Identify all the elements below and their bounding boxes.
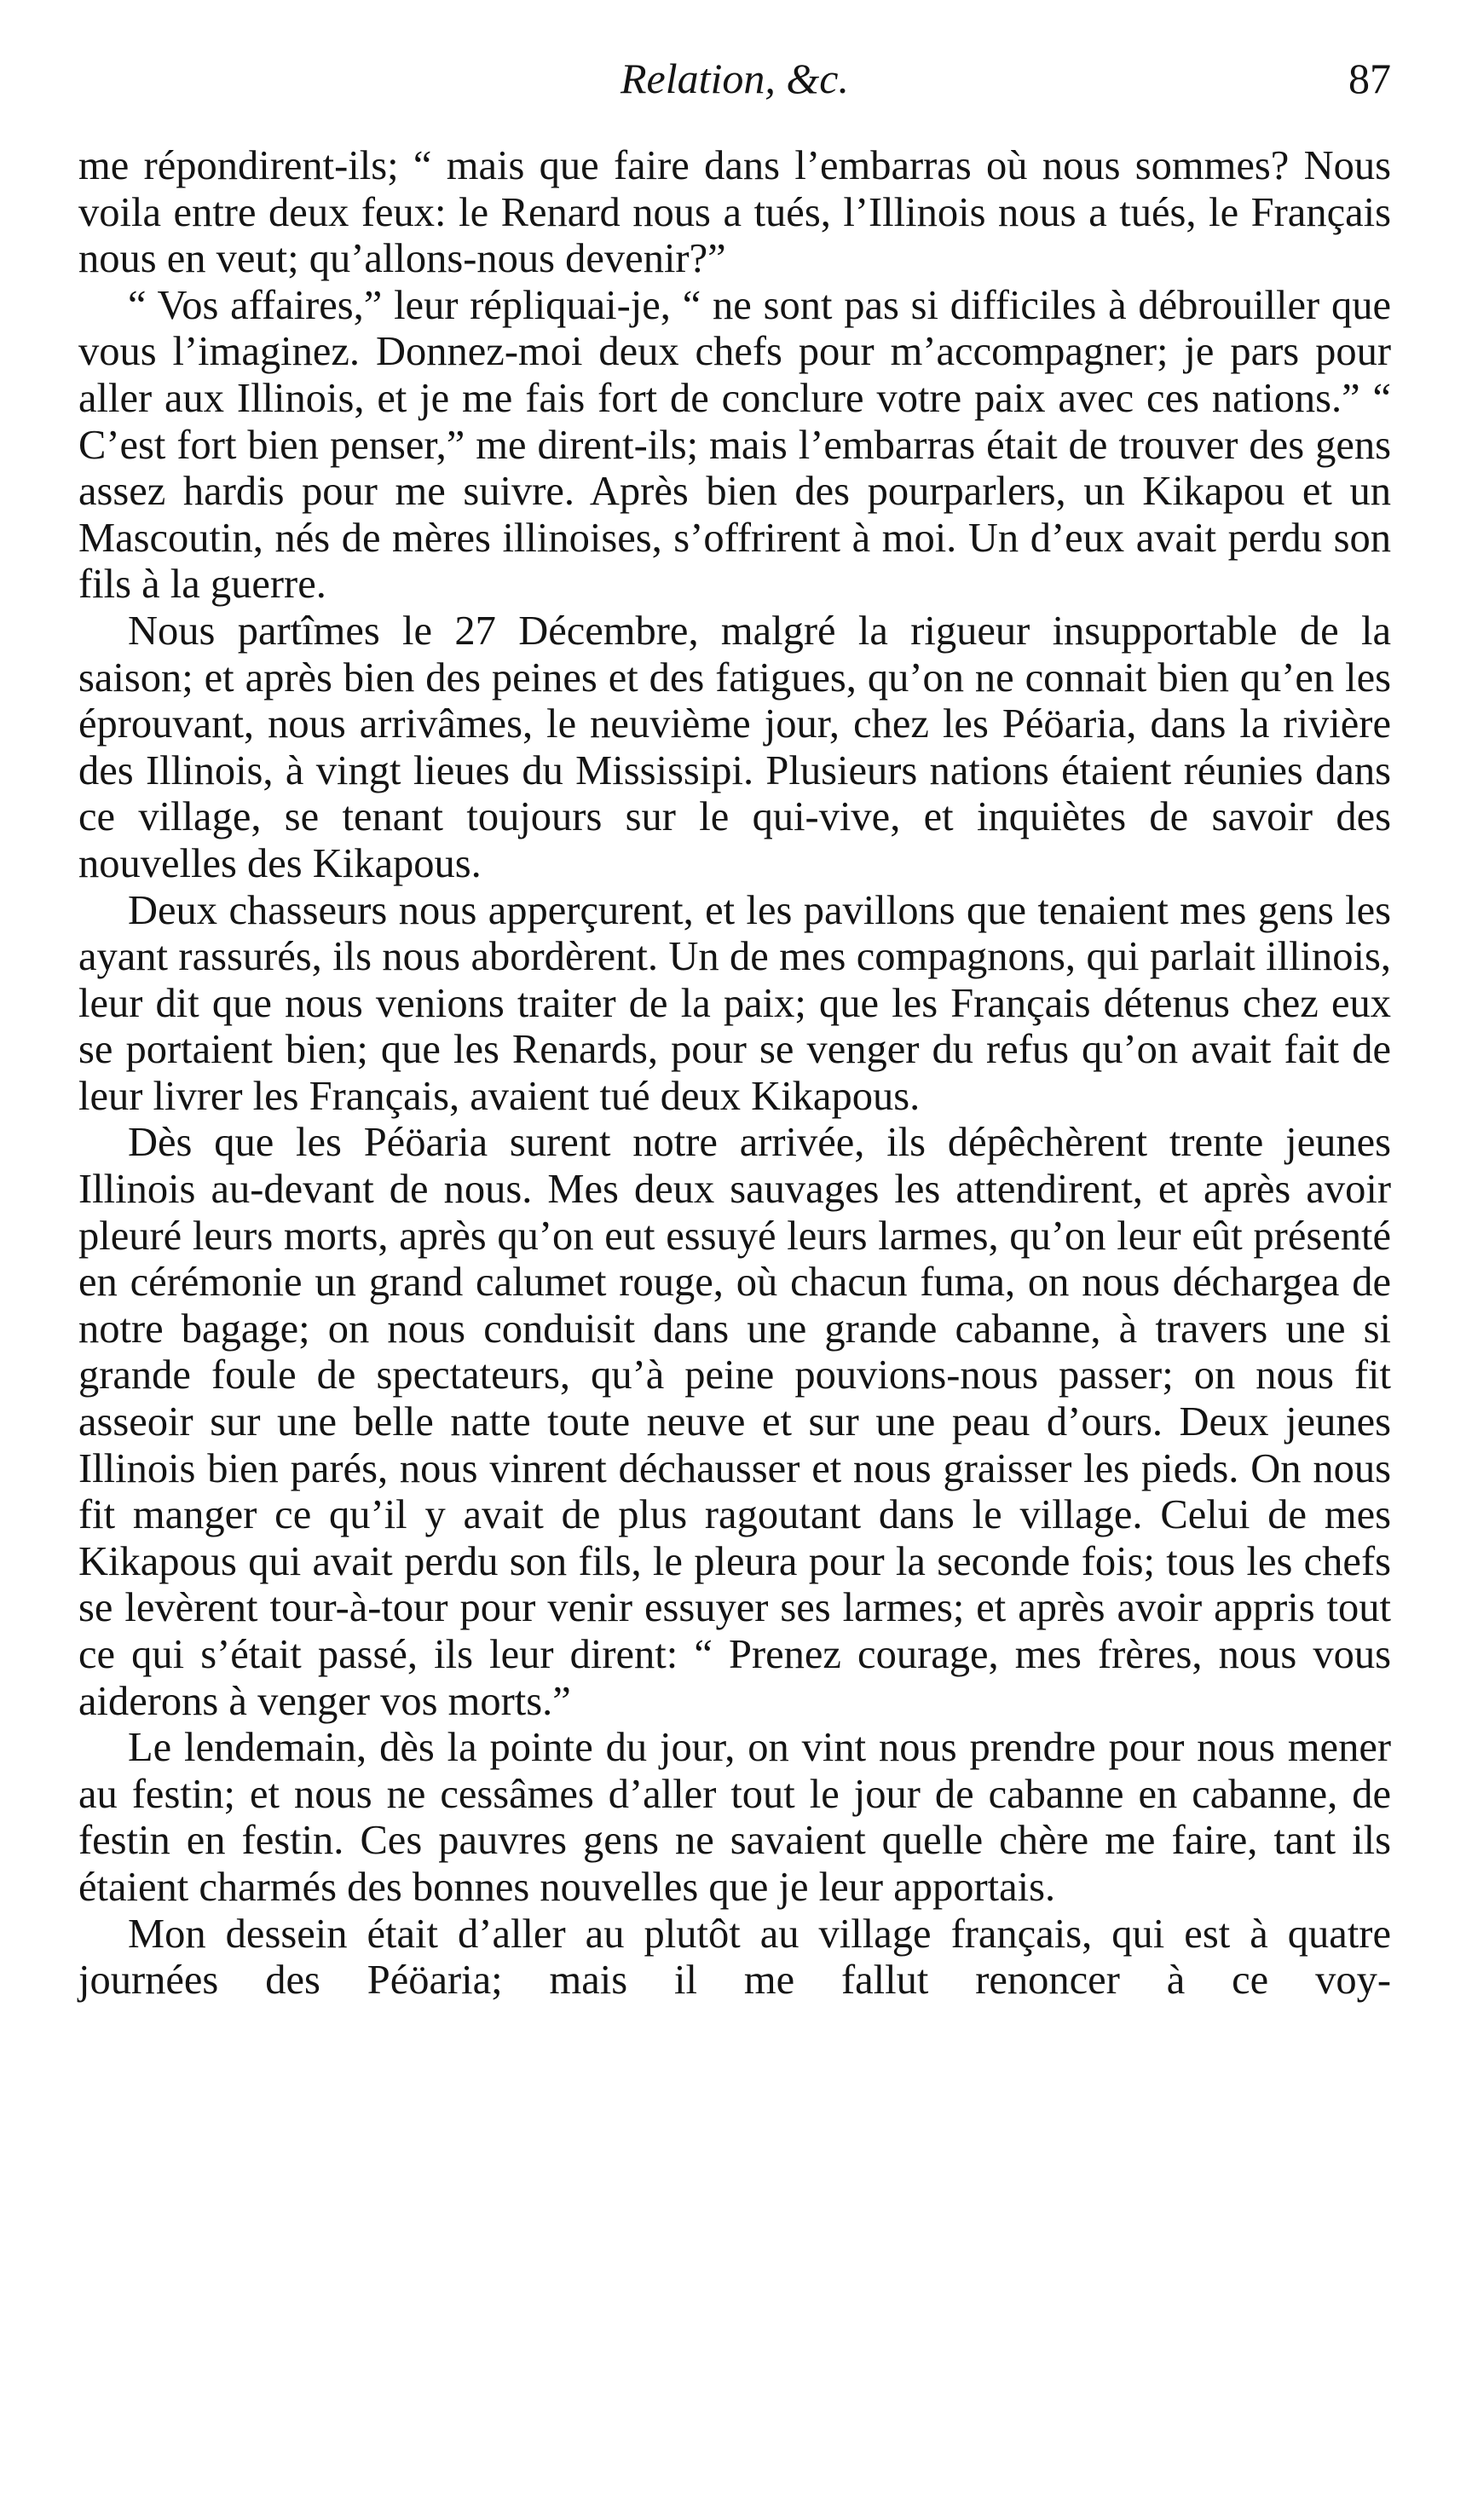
- paragraph-3: Nous partîmes le 27 Décembre, malgré la rigueur insupportable de la saison; et après bien des peines et des fatigues, qu’on ne connait bien qu’en les éprouvant, nous arrivâmes, le neuvième jour, chez les Péöaria, dans la rivière des Illinois, à vingt lieues du Mississipi. Plusieurs nations étaient réunies dans ce village, se tenant toujours sur le qui-vive, et inquiètes de savoir des nouvelles des Kikapous.: [78, 608, 1391, 886]
- paragraph-5: Dès que les Péöaria surent notre arrivée, ils dépêchèrent trente jeunes Illinois au-devant de nous. Mes deux sauvages les attendirent, et après avoir pleuré leurs morts, après qu’on eut essuyé leurs larmes, qu’on leur eût présenté en cérémonie un grand calumet rouge, où chacun fuma, on nous déchargea de notre bagage; on nous conduisit dans une grande cabanne, à travers une si grande foule de spectateurs, qu’à peine pouvions-nous passer; on nous fit asseoir sur une belle natte toute neuve et sur une peau d’ours. Deux jeunes Illinois bien parés, nous vinrent déchausser et nous graisser les pieds. On nous fit manger ce qu’il y avait de plus ragoutant dans le village. Celui de mes Kikapous qui avait perdu son fils, le pleura pour la seconde fois; tous les chefs se levèrent tour-à-tour pour venir essuyer ses larmes; et après avoir appris tout ce qui s’était passé, ils leur dirent: “ Prenez courage, mes frères, nous vous aiderons à venger vos morts.”: [78, 1120, 1391, 1724]
- page-body: [78, 143, 1391, 2004]
- page-number: 87: [1348, 55, 1391, 102]
- running-head: [78, 53, 1391, 121]
- paragraph-6: Le lendemain, dès la pointe du jour, on vint nous prendre pour nous mener au festin; et nous ne cessâmes d’aller tout le jour de cabanne en cabanne, de festin en festin. Ces pauvres gens ne savaient quelle chère me faire, tant ils étaient charmés des bonnes nouvelles que je leur apportais.: [78, 1725, 1391, 1910]
- paragraph-7: Mon dessein était d’aller au plutôt au village français, qui est à quatre journées des Péöaria; mais il me fallut renoncer à ce voy-: [78, 1911, 1391, 2004]
- paragraph-1: me répondirent-ils; “ mais que faire dans l’embarras où nous sommes? Nous voila entre deux feux: le Renard nous a tués, l’Illinois nous a tués, le Français nous en veut; qu’allons-nous devenir?”: [78, 143, 1391, 282]
- paragraph-2: “ Vos affaires,” leur répliquai-je, “ ne sont pas si difficiles à débrouiller que vous l’imaginez. Donnez-moi deux chefs pour m’accompagner; je pars pour aller aux Illinois, et je me fais fort de conclure votre paix avec ces nations.” “ C’est fort bien penser,” me dirent-ils; mais l’embarras était de trouver des gens assez hardis pour me suivre. Après bien des pourparlers, un Kikapou et un Mascoutin, nés de mères illinoises, s’offrirent à moi. Un d’eux avait perdu son fils à la guerre.: [78, 282, 1391, 608]
- paragraph-4: Deux chasseurs nous apperçurent, et les pavillons que tenaient mes gens les ayant rassurés, ils nous abordèrent. Un de mes compagnons, qui parlait illinois, leur dit que nous venions traiter de la paix; que les Français détenus chez eux se portaient bien; que les Renards, pour se venger du refus qu’on avait fait de leur livrer les Français, avaient tué deux Kikapous.: [78, 887, 1391, 1119]
- running-title: Relation, &c.: [621, 55, 849, 102]
